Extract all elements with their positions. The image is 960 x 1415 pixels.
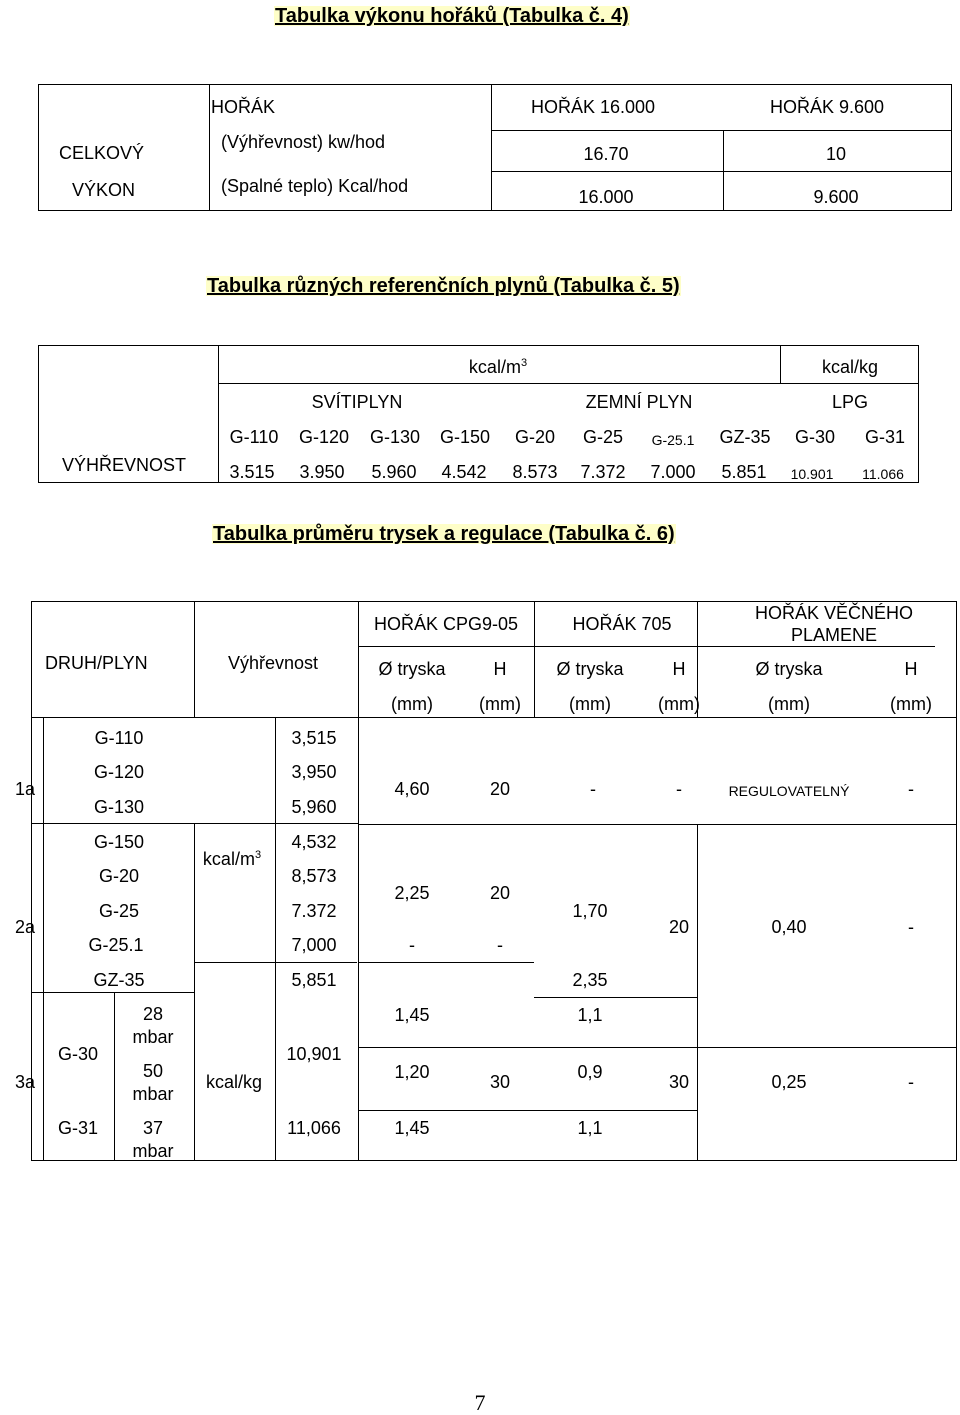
table6-cell: REGULOVATELNÝ	[728, 783, 850, 799]
table6-heat-value: 7,000	[291, 935, 337, 955]
table6-cell: -	[908, 1072, 914, 1092]
table6-gas: G-130	[93, 797, 145, 817]
table6-705-header: HOŘÁK 705	[572, 614, 672, 634]
table5-gas: G-30	[794, 427, 836, 447]
table6-heat-value: 3,950	[291, 762, 337, 782]
table6-title: Tabulka průměru trysek a regulace (Tabulka č. 6)	[213, 523, 675, 545]
table5-value: 11.066	[862, 466, 904, 482]
table6-h-header: H	[672, 659, 686, 679]
table5-gas: G-20	[514, 427, 556, 447]
table6-mm-unit: (mm)	[391, 694, 433, 714]
table6-cell: 2,25	[394, 883, 430, 903]
table6-mm-unit: (mm)	[890, 694, 932, 714]
table5-zemni-plyn: ZEMNÍ PLYN	[585, 392, 693, 412]
table6-cell: 1,45	[394, 1005, 430, 1025]
table6-cell: -	[908, 917, 914, 937]
table6-gas: G-120	[93, 762, 145, 782]
table4-spalne-label: (Spalné teplo) Kcal/hod	[221, 176, 409, 196]
table5-gas: G-25.1	[651, 432, 695, 448]
table5-vyhrevnost-label: VÝHŘEVNOST	[62, 455, 187, 475]
table6-cell: -	[908, 779, 914, 799]
table6-heat-value: 10,901	[286, 1044, 342, 1064]
table6-pressure: 50	[142, 1061, 164, 1081]
table6-cell: 2,35	[572, 970, 608, 990]
table4-vyhrevnost-label: (Výhřevnost) kw/hod	[221, 132, 386, 152]
table4-vykon: VÝKON	[72, 180, 136, 200]
table5-gas: G-150	[439, 427, 491, 447]
table6-cell: 30	[489, 1072, 511, 1092]
table6-heat-value: 11,066	[287, 1118, 341, 1138]
table5-svitiplyn: SVÍTIPLYN	[311, 392, 403, 412]
table6-heat-value: 5,960	[291, 797, 337, 817]
table5-title: Tabulka různých referenčních plynů (Tabulka č. 5)	[207, 275, 680, 297]
table6-heat-value: 5,851	[291, 970, 337, 990]
table6-gas: GZ-35	[93, 970, 145, 990]
table4-value-10: 10	[825, 144, 847, 164]
table6-heat-value: 8,573	[291, 866, 337, 886]
table5-value: 7.000	[650, 462, 696, 482]
table4-title: Tabulka výkonu hořáků (Tabulka č. 4)	[275, 5, 629, 27]
table6-tryska-header: Ø tryska	[556, 659, 624, 679]
table6-cell: -	[409, 935, 415, 955]
table5-value: 8.573	[512, 462, 558, 482]
table6-pressure-unit: mbar	[132, 1141, 174, 1161]
table5-gas: G-120	[298, 427, 350, 447]
table6-gas: G-150	[93, 832, 145, 852]
table5-value: 5.960	[371, 462, 417, 482]
table6-cell: 20	[489, 779, 511, 799]
table6-druh-header: DRUH/PLYN	[45, 653, 148, 673]
table6-mm-unit: (mm)	[658, 694, 700, 714]
table4-value-1670: 16.70	[583, 144, 629, 164]
table6-group-3a: 3a	[14, 1072, 36, 1092]
table6-h-header: H	[493, 659, 507, 679]
table6-cell: 30	[668, 1072, 690, 1092]
table5-kcal-kg: kcal/kg	[821, 357, 879, 377]
table6-pressure-unit: mbar	[132, 1084, 174, 1104]
table6-gas: G-25	[98, 901, 140, 921]
table5-gas: G-25	[582, 427, 624, 447]
table6-gas: G-20	[98, 866, 140, 886]
table4-horak16-header: HOŘÁK 16.000	[531, 97, 656, 117]
table5-gas: G-31	[864, 427, 906, 447]
table6-tryska-header: Ø tryska	[755, 659, 823, 679]
table5-value: 7.372	[580, 462, 626, 482]
table6-cell: 1,70	[572, 901, 608, 921]
table5-value: 5.851	[721, 462, 767, 482]
table5-value: 4.542	[441, 462, 487, 482]
table5-gas: G-110	[229, 427, 279, 447]
table6-cell: 1,20	[394, 1062, 430, 1082]
table6-pressure: 37	[142, 1118, 164, 1138]
table6-group-2a: 2a	[14, 917, 36, 937]
table6-mm-unit: (mm)	[479, 694, 521, 714]
table6-cell: 20	[489, 883, 511, 903]
table6-cell: 1,45	[394, 1118, 430, 1138]
table6-heat-value: 7.372	[291, 901, 337, 921]
table5-value: 3.515	[229, 462, 275, 482]
table6-cell: 0,25	[771, 1072, 807, 1092]
table6-cell: 1,1	[577, 1118, 603, 1138]
table5-lpg: LPG	[831, 392, 869, 412]
table6-h-header: H	[904, 659, 918, 679]
table6-vecny-header-1: HOŘÁK VĚČNÉHO	[754, 603, 914, 623]
table4-celkovy: CELKOVÝ	[59, 143, 145, 163]
table6-pressure-unit: mbar	[132, 1027, 174, 1047]
table6-cell: 0,40	[771, 917, 807, 937]
table6-unit-m3: kcal/$m^3$	[202, 849, 262, 869]
table4-horak96-header: HOŘÁK 9.600	[770, 97, 885, 117]
table5-value: 3.950	[299, 462, 345, 482]
table6-mm-unit: (mm)	[768, 694, 810, 714]
table6-gas: G-25.1	[88, 935, 144, 955]
table5-gas: GZ-35	[719, 427, 771, 447]
table4-value-9600: 9.600	[813, 187, 859, 207]
table6-cell: 4,60	[394, 779, 430, 799]
table6-tryska-header: Ø tryska	[378, 659, 446, 679]
page-number: 7	[474, 1390, 486, 1415]
table4-horak-header: HOŘÁK	[211, 97, 276, 117]
table6-cell: -	[676, 779, 682, 799]
table6-heat-value: 3,515	[291, 728, 337, 748]
table6-heat-value: 4,532	[291, 832, 337, 852]
table5-gas: G-130	[369, 427, 421, 447]
table6-cell: 1,1	[577, 1005, 603, 1025]
table6-mm-unit: (mm)	[569, 694, 611, 714]
table6-unit-kg: kcal/kg	[205, 1072, 263, 1092]
table6-pressure: 28	[142, 1004, 164, 1024]
table6-gas: G-31	[57, 1118, 99, 1138]
table6-group-1a: 1a	[14, 779, 36, 799]
table6-gas: G-30	[57, 1044, 99, 1064]
table6-cell: -	[590, 779, 596, 799]
table5-kcal-m3: kcal/$m^3$	[468, 357, 528, 377]
table6-cell: 20	[668, 917, 690, 937]
table6-gas: G-110	[94, 728, 144, 748]
table5-value: 10.901	[790, 466, 834, 482]
table6-vyhrevnost-header: Výhřevnost	[228, 653, 319, 673]
table6-vecny-header-2: PLAMENE	[790, 625, 878, 645]
table6-cpg-header: HOŘÁK CPG9-05	[373, 614, 519, 634]
table6-cell: 0,9	[577, 1062, 603, 1082]
table4-value-16000: 16.000	[578, 187, 634, 207]
table6-cell: -	[497, 935, 503, 955]
